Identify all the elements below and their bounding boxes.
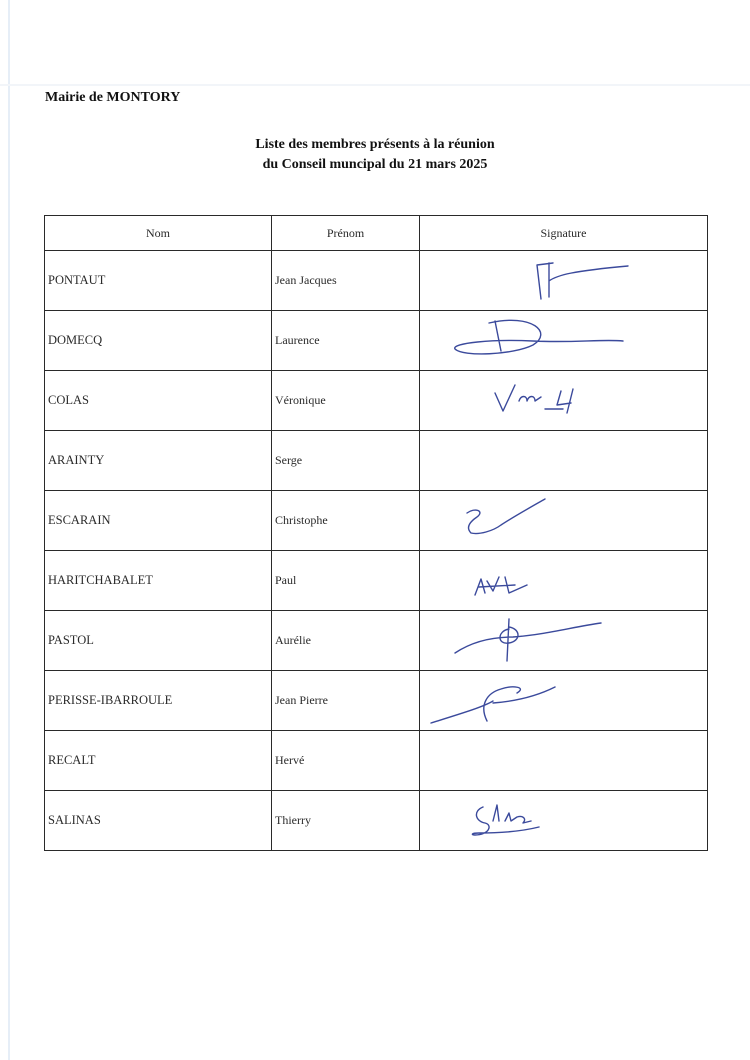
cell-prenom: Laurence (272, 311, 420, 371)
cell-nom: SALINAS (45, 791, 272, 851)
cell-prenom: Paul (272, 551, 420, 611)
handwritten-signature (423, 551, 711, 610)
table-row (45, 611, 708, 671)
title-line-2: du Conseil muncipal du 21 mars 2025 (262, 157, 488, 172)
cell-signature (420, 491, 708, 551)
handwritten-signature (423, 371, 711, 430)
handwritten-signature (423, 491, 711, 550)
cell-prenom: Jean Pierre (272, 671, 420, 731)
handwritten-signature (423, 311, 711, 370)
column-header-nom: Nom (45, 216, 272, 251)
table-row (45, 311, 708, 371)
column-header-prenom: Prénom (272, 216, 420, 251)
cell-signature (420, 791, 708, 851)
cell-prenom: Thierry (272, 791, 420, 851)
cell-nom: ARAINTY (45, 431, 272, 491)
scan-band (0, 84, 750, 86)
cell-nom: PASTOL (45, 611, 272, 671)
cell-signature-empty (420, 431, 708, 491)
cell-prenom: Aurélie (272, 611, 420, 671)
cell-signature-empty (420, 731, 708, 791)
table-row (45, 371, 708, 431)
table-row (45, 731, 708, 791)
attendance-table (44, 215, 708, 851)
column-header-signature: Signature (420, 216, 708, 251)
cell-prenom: Serge (272, 431, 420, 491)
cell-nom: PERISSE-IBARROULE (45, 671, 272, 731)
cell-prenom: Véronique (272, 371, 420, 431)
table-row (45, 431, 708, 491)
handwritten-signature (423, 251, 711, 310)
cell-prenom: Hervé (272, 731, 420, 791)
table-row (45, 251, 708, 311)
handwritten-signature (423, 611, 711, 670)
table-row (45, 671, 708, 731)
table-row (45, 551, 708, 611)
cell-signature (420, 611, 708, 671)
cell-nom: ESCARAIN (45, 491, 272, 551)
cell-nom: COLAS (45, 371, 272, 431)
organization-name: Mairie de MONTORY (45, 90, 181, 105)
title-line-1: Liste des membres présents à la réunion (255, 137, 495, 152)
cell-signature (420, 671, 708, 731)
cell-signature (420, 551, 708, 611)
table-row (45, 791, 708, 851)
cell-prenom: Christophe (272, 491, 420, 551)
cell-prenom: Jean Jacques (272, 251, 420, 311)
handwritten-signature (423, 671, 711, 730)
table-header-row (45, 216, 708, 251)
cell-nom: HARITCHABALET (45, 551, 272, 611)
handwritten-signature (423, 791, 711, 850)
document-title (0, 135, 750, 175)
cell-nom: DOMECQ (45, 311, 272, 371)
cell-signature (420, 371, 708, 431)
cell-nom: PONTAUT (45, 251, 272, 311)
cell-signature (420, 251, 708, 311)
table-row (45, 491, 708, 551)
cell-signature (420, 311, 708, 371)
cell-nom: RECALT (45, 731, 272, 791)
